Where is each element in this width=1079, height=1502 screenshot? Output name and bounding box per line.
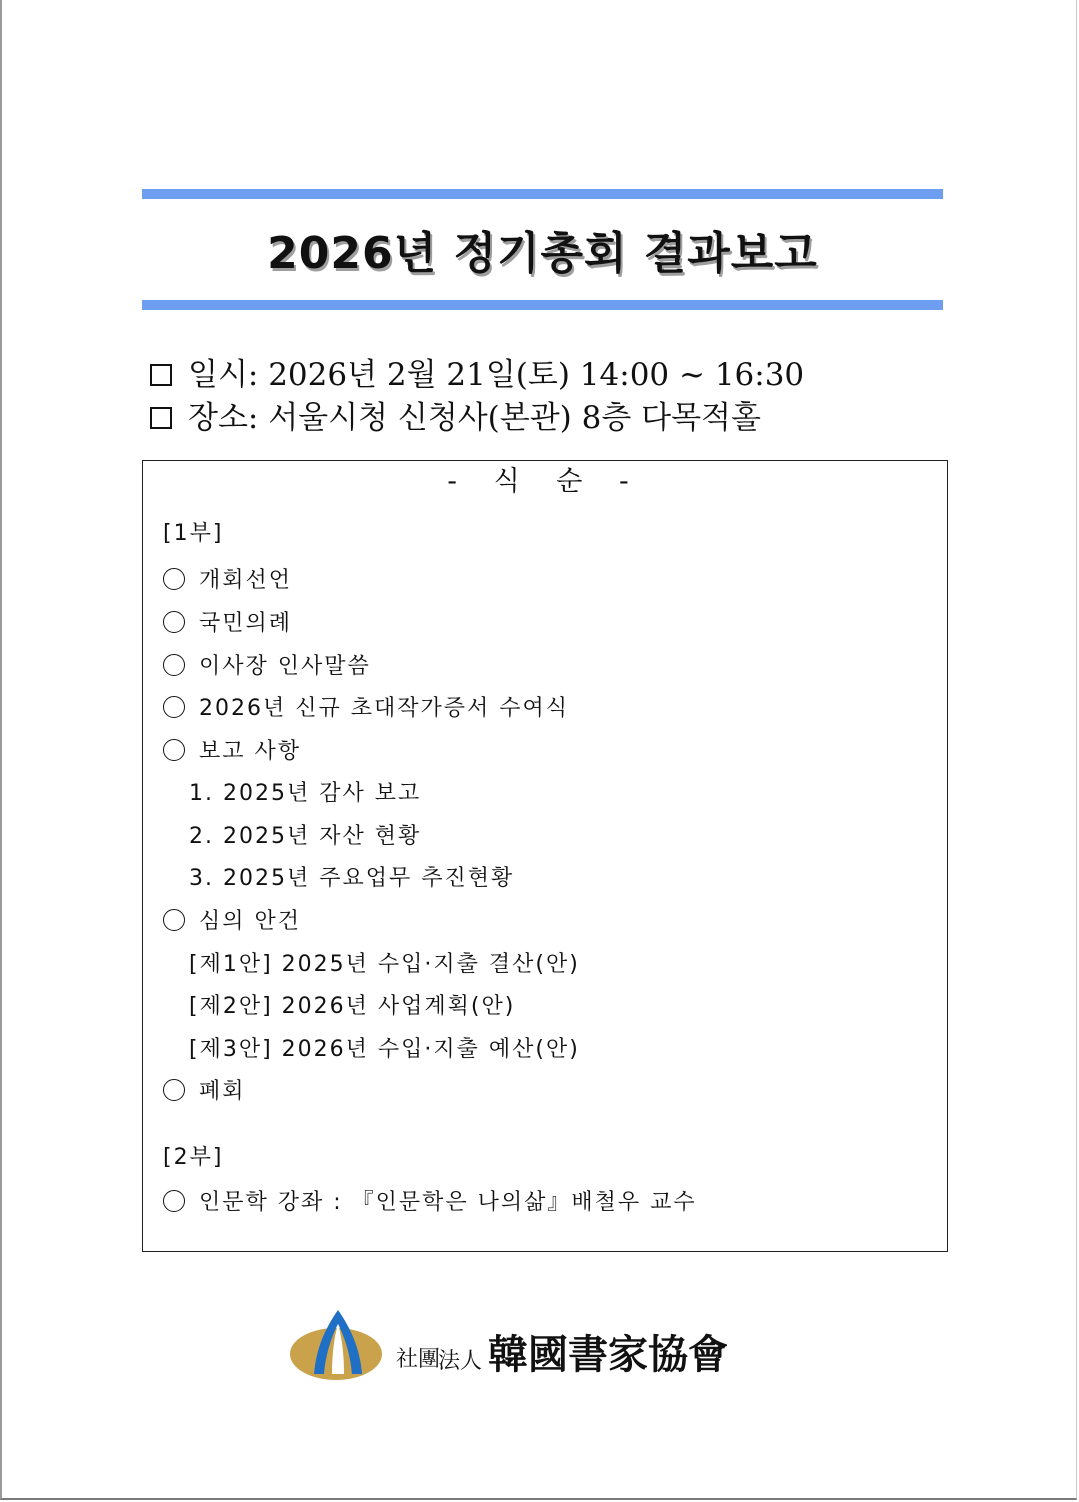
svg-text:法人: 法人 [438,1349,483,1374]
meta-date-value: 2026년 2월 21일(토) 14:00 ~ 16:30 [268,357,805,393]
agenda-item: [제1안] 2025년 수입·지출 결산(안) [189,952,580,977]
circle-bullet-icon [163,654,185,676]
association-emblem-icon [288,1306,808,1386]
circle-bullet-icon [163,696,185,718]
list-item: 인문학 강좌 : 『인문학은 나의삶』배철우 교수 [163,1188,697,1218]
svg-text:韓國書家協會: 韓國書家協會 [488,1331,728,1378]
agenda-item: [제3안] 2026년 수입·지출 예산(안) [189,1037,580,1062]
part1-label: [1부] [163,521,224,546]
checkbox-square-icon [150,407,172,429]
agenda-item: [제2안] 2026년 사업계획(안) [189,994,516,1019]
title-rule-top [142,189,943,199]
list-item: 개회선언 [163,566,292,596]
part2-label: [2부] [163,1145,224,1170]
meta-place-value: 서울시청 신청사(본관) 8층 다목적홀 [268,400,761,436]
list-item: 국민의례 [163,609,292,639]
list-item: 심의 안건 [163,907,301,937]
title-rule-bottom [142,300,943,310]
circle-bullet-icon [163,1190,185,1212]
report-item: 3. 2025년 주요업무 추진현황 [189,866,515,891]
list-item: 2026년 신규 초대작가증서 수여식 [163,694,569,724]
program-heading: - 식 순 - [447,466,643,497]
circle-bullet-icon [163,611,185,633]
svg-text:社團: 社團 [396,1347,441,1372]
list-item: 이사장 인사말씀 [163,652,371,682]
checkbox-square-icon [150,364,172,386]
page-title: 2026년 정기총회 결과보고 [267,228,818,279]
circle-bullet-icon [163,909,185,931]
program-box [142,460,948,1252]
meta-date-line [150,355,804,395]
list-item: 폐회 [163,1077,246,1107]
org-logo [288,1306,808,1386]
report-item: 1. 2025년 감사 보고 [189,781,422,806]
meta-place-label: 장소: [188,400,259,436]
list-item: 보고 사항 [163,737,301,767]
circle-bullet-icon [163,568,185,590]
circle-bullet-icon [163,739,185,761]
circle-bullet-icon [163,1079,185,1101]
report-item: 2. 2025년 자산 현황 [189,824,422,849]
meta-place-line [150,398,761,438]
meta-date-label: 일시: [188,357,259,393]
